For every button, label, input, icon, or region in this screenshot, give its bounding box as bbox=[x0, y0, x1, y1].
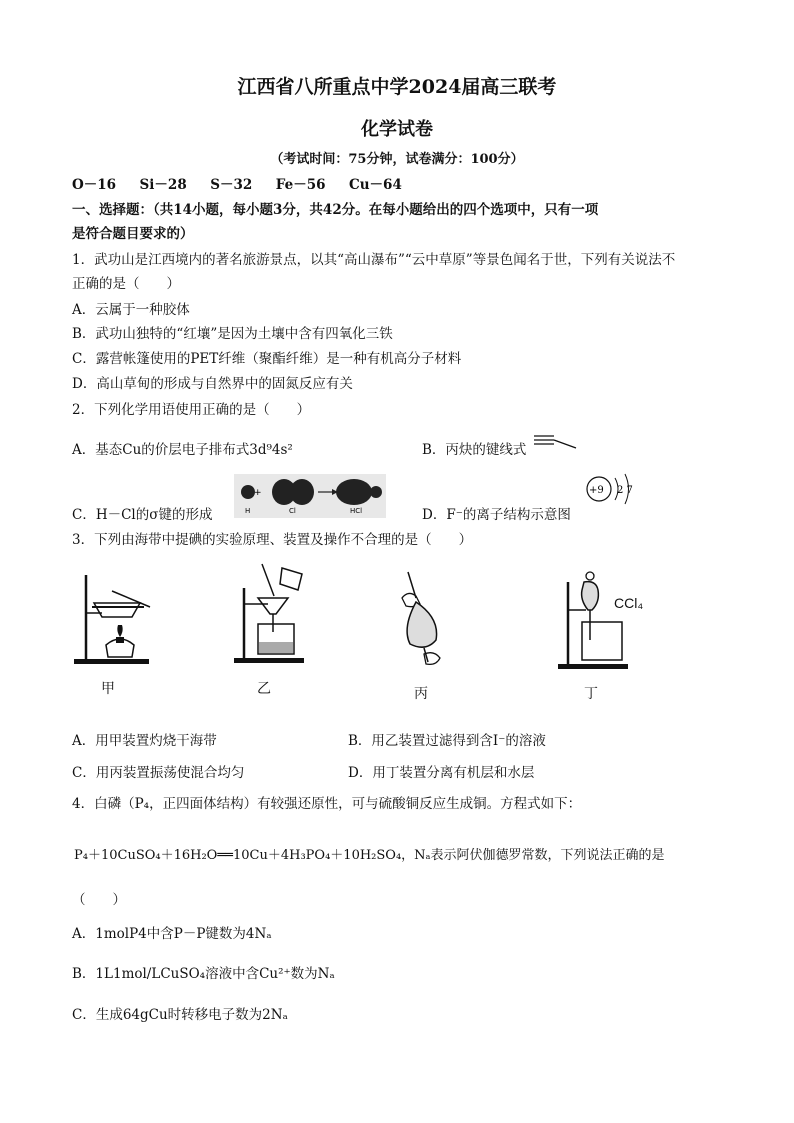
mass-s: S－32 bbox=[210, 177, 253, 193]
q1-stem: 1．武功山是江西境内的著名旅游景点，以其“高山瀑布”“云中草原”等景色闻名于世，下列有关说法不 bbox=[72, 252, 676, 268]
mass-si: Si－28 bbox=[139, 177, 187, 193]
label-jia: 甲 bbox=[101, 681, 115, 697]
q2-option-d: D．F⁻的离子结构示意图 bbox=[422, 507, 571, 523]
q4-option-a: A．1molP4中含P－P键数为4Nₐ bbox=[72, 926, 272, 942]
apparatus-ding bbox=[556, 570, 638, 672]
q2-option-c: C．H－Cl的σ键的形成 bbox=[72, 507, 213, 523]
q1-option-a: A．云属于一种胶体 bbox=[72, 302, 190, 318]
q4-option-b: B．1L1mol/LCuSO₄溶液中含Cu²⁺数为Nₐ bbox=[72, 966, 335, 982]
subject-title: 化学试卷 bbox=[361, 119, 433, 140]
q4-equation: P₄＋10CuSO₄＋16H₂O══10Cu＋4H₃PO₄＋10H₂SO₄，Nₐ表示阿伏伽德罗常数，下列说法正确的是 bbox=[74, 848, 665, 863]
q4-stem: 4．白磷（P₄，正四面体结构）有较强还原性，可与硫酸铜反应生成铜。方程式如下： bbox=[72, 796, 582, 812]
sigma-bond-diagram bbox=[234, 474, 386, 518]
q1-option-b: B．武功山独特的“红壤”是因为土壤中含有四氧化三铁 bbox=[72, 326, 393, 342]
label-yi: 乙 bbox=[257, 681, 271, 697]
q4-option-c: C．生成64gCu时转移电子数为2Nₐ bbox=[72, 1007, 288, 1023]
exam-info: （考试时间：75分钟，试卷满分：100分） bbox=[270, 152, 524, 167]
mass-o: O－16 bbox=[72, 177, 117, 193]
ion-nucleus: +9 bbox=[589, 485, 604, 496]
q1-option-c: C．露营帐篷使用的PET纤维（聚酯纤维）是一种有机高分子材料 bbox=[72, 351, 462, 367]
q3-option-c: C．用丙装置振荡使混合均匀 bbox=[72, 765, 245, 781]
section1-heading: 一、选择题：（共14小题，每小题3分，共42分。在每小题给出的四个选项中，只有一项 bbox=[72, 202, 599, 218]
q3-option-a: A．用甲装置灼烧干海带 bbox=[72, 733, 217, 749]
exam-title: 江西省八所重点中学2024届高三联考 bbox=[237, 76, 557, 98]
label-ccl4: CCl₄ bbox=[614, 595, 644, 611]
q3-option-d: D．用丁装置分离有机层和水层 bbox=[348, 765, 535, 781]
q4-blank: （ ） bbox=[72, 892, 126, 908]
q2-option-a: A．基态Cu的价层电子排布式3d⁹4s² bbox=[72, 442, 293, 458]
propyne-skeletal-icon bbox=[532, 430, 582, 450]
atomic-masses bbox=[72, 173, 402, 193]
label-bing: 丙 bbox=[414, 686, 428, 702]
apparatus-jia bbox=[72, 565, 157, 667]
ion-shells: 2 7 bbox=[617, 485, 633, 496]
q2-option-b: B．丙炔的键线式 bbox=[422, 442, 527, 458]
orbital-label-hcl: HCl bbox=[350, 507, 363, 515]
q2-stem: 2．下列化学用语使用正确的是（ ） bbox=[72, 402, 311, 418]
q1-option-d: D．高山草甸的形成与自然界中的固氮反应有关 bbox=[72, 376, 353, 392]
label-ding: 丁 bbox=[584, 686, 598, 702]
svg-text:+: + bbox=[254, 488, 262, 498]
mass-fe: Fe－56 bbox=[275, 177, 326, 193]
orbital-label-h: H bbox=[245, 507, 251, 515]
apparatus-yi bbox=[232, 560, 312, 666]
q3-option-b: B．用乙装置过滤得到含I⁻的溶液 bbox=[348, 733, 546, 749]
fluoride-ion-diagram bbox=[584, 470, 644, 508]
orbital-label-cl: Cl bbox=[289, 507, 296, 515]
section1-heading-cont: 是符合题目要求的） bbox=[72, 226, 194, 242]
q1-stem-cont: 正确的是（ ） bbox=[72, 276, 180, 292]
q3-stem: 3．下列由海带中提碘的实验原理、装置及操作不合理的是（ ） bbox=[72, 532, 473, 548]
mass-cu: Cu－64 bbox=[349, 177, 402, 193]
apparatus-bing bbox=[396, 568, 456, 670]
